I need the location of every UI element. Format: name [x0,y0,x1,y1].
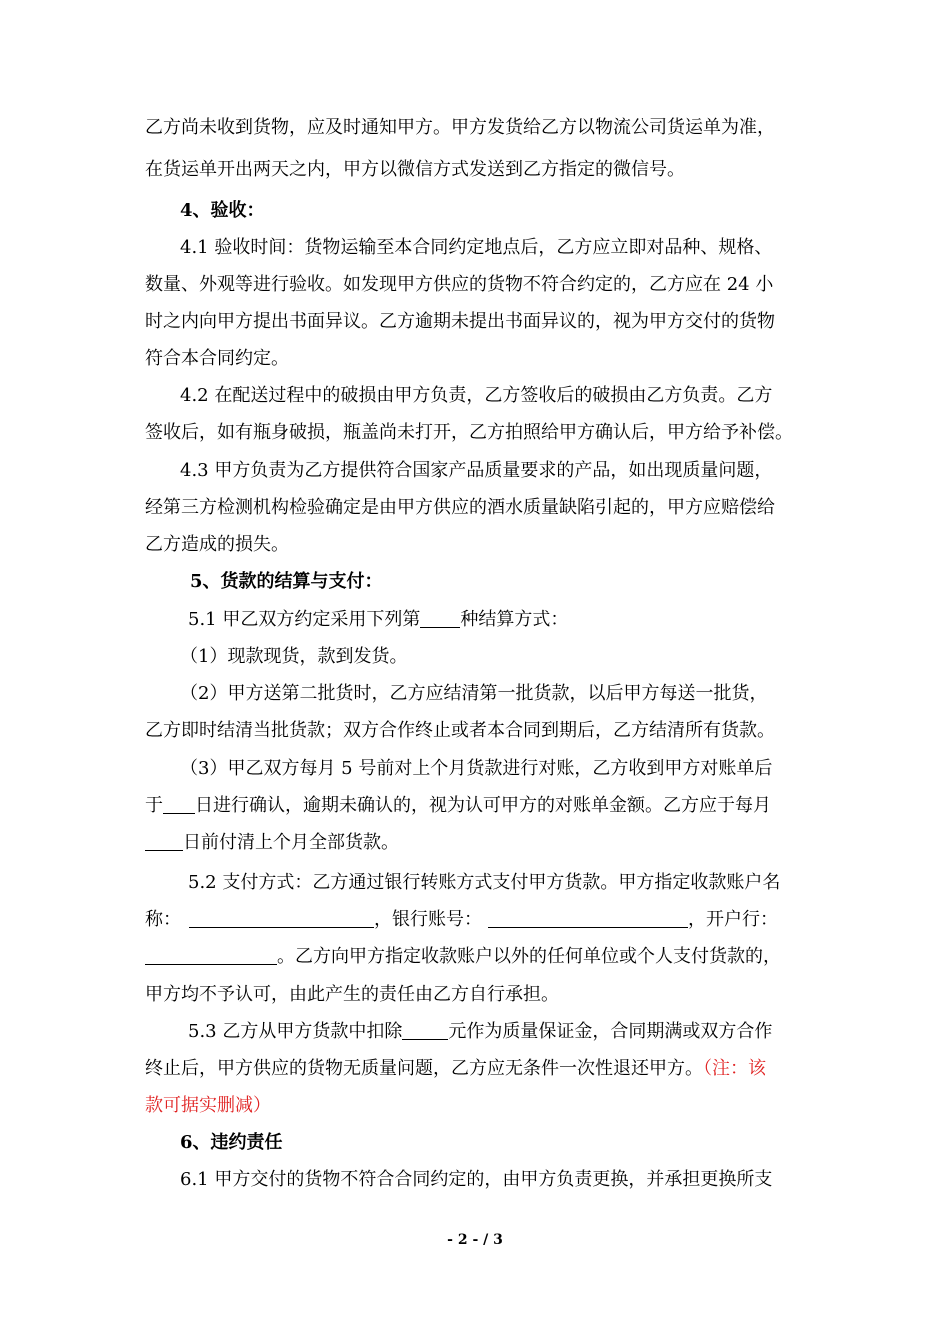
paragraph-line: 乙方即时结清当批货款；双方合作终止或者本合同到期后，乙方结清所有货款。 [145,720,775,741]
note-text: （注：该 [703,1058,766,1079]
text-run: 日进行确认，逾期未确认的，视为认可甲方的对账单金额。乙方应于每月 [195,795,771,816]
text-run: 。乙方向甲方指定收款账户以外的任何单位或个人支付货款的， [277,946,781,967]
fill-in-blank[interactable] [145,832,183,851]
paragraph-line: 4.1 验收时间：货物运输至本合同约定地点后，乙方应立即对品种、规格、 [180,237,773,258]
paragraph-line: 乙方尚未收到货物，应及时通知甲方。甲方发货给乙方以物流公司货运单为准， [145,117,775,138]
page-number: - 2 - / 3 [447,1232,503,1248]
text-run: 日前付清上个月全部货款。 [183,832,399,853]
paragraph-line: 签收后，如有瓶身破损，瓶盖尚未打开，乙方拍照给甲方确认后，甲方给予补偿。 [145,422,793,443]
paragraph-line: 经第三方检测机构检验确定是由甲方供应的酒水质量缺陷引起的，甲方应赔偿给 [145,497,775,518]
fill-in-blank[interactable] [420,609,460,628]
paragraph-line: 乙方造成的损失。 [145,534,289,555]
paragraph-line: 5.2 支付方式：乙方通过银行转账方式支付甲方货款。甲方指定收款账户名 [188,872,781,893]
text-run: 称： [145,909,181,930]
text-run: 元作为质量保证金，合同期满或双方合作 [448,1021,773,1042]
bank-branch-blank[interactable] [145,946,277,965]
paragraph-line [145,907,778,933]
paragraph-line [145,1056,766,1082]
text-run: ，银行账号： [374,909,482,930]
text-run: 于 [145,795,163,816]
paragraph-line [145,793,771,819]
paragraph-line: （2）甲方送第二批货时，乙方应结清第一批货款，以后甲方每送一批货， [180,683,768,704]
text-run: 终止后，甲方供应的货物无质量问题，乙方应无条件一次性退还甲方。 [145,1058,703,1079]
paragraph-line: 在货运单开出两天之内，甲方以微信方式发送到乙方指定的微信号。 [145,159,685,180]
text-run: 5.1 甲乙双方约定采用下列第 [188,609,421,630]
text-run: 种结算方式： [460,609,569,630]
paragraph-line: （1）现款现货，款到发货。 [180,646,408,667]
paragraph-line [188,607,568,633]
section-heading-acceptance: 4、验收： [180,200,265,221]
paragraph-line: 时之内向甲方提出书面异议。乙方逾期未提出书面异议的，视为甲方交付的货物 [145,311,775,332]
bank-account-blank[interactable] [488,909,688,928]
fill-in-blank[interactable] [163,795,195,814]
paragraph-line: 6.1 甲方交付的货物不符合合同约定的，由甲方负责更换，并承担更换所支 [180,1169,773,1190]
account-name-blank[interactable] [189,909,374,928]
paragraph-line [188,1019,772,1045]
text-run: ，开户行： [688,909,778,930]
section-heading-payment: 5、货款的结算与支付： [190,571,383,592]
paragraph-line [145,830,399,856]
paragraph-line: 符合本合同约定。 [145,348,289,369]
paragraph-line: 甲方均不予认可，由此产生的责任由乙方自行承担。 [145,984,559,1005]
deposit-amount-blank[interactable] [402,1021,448,1040]
text-run: 5.3 乙方从甲方货款中扣除 [188,1021,403,1042]
note-text: 款可据实删减） [145,1095,271,1116]
paragraph-line: 4.2 在配送过程中的破损由甲方负责，乙方签收后的破损由乙方负责。乙方 [180,385,773,406]
paragraph-line: 数量、外观等进行验收。如发现甲方供应的货物不符合约定的，乙方应在 24 小 [145,274,774,295]
paragraph-line: （3）甲乙双方每月 5 号前对上个月货款进行对账，乙方收到甲方对账单后 [180,758,773,779]
section-heading-liability: 6、违约责任 [180,1132,283,1153]
paragraph-line: 4.3 甲方负责为乙方提供符合国家产品质量要求的产品，如出现质量问题， [180,460,773,481]
paragraph-line [145,944,781,970]
